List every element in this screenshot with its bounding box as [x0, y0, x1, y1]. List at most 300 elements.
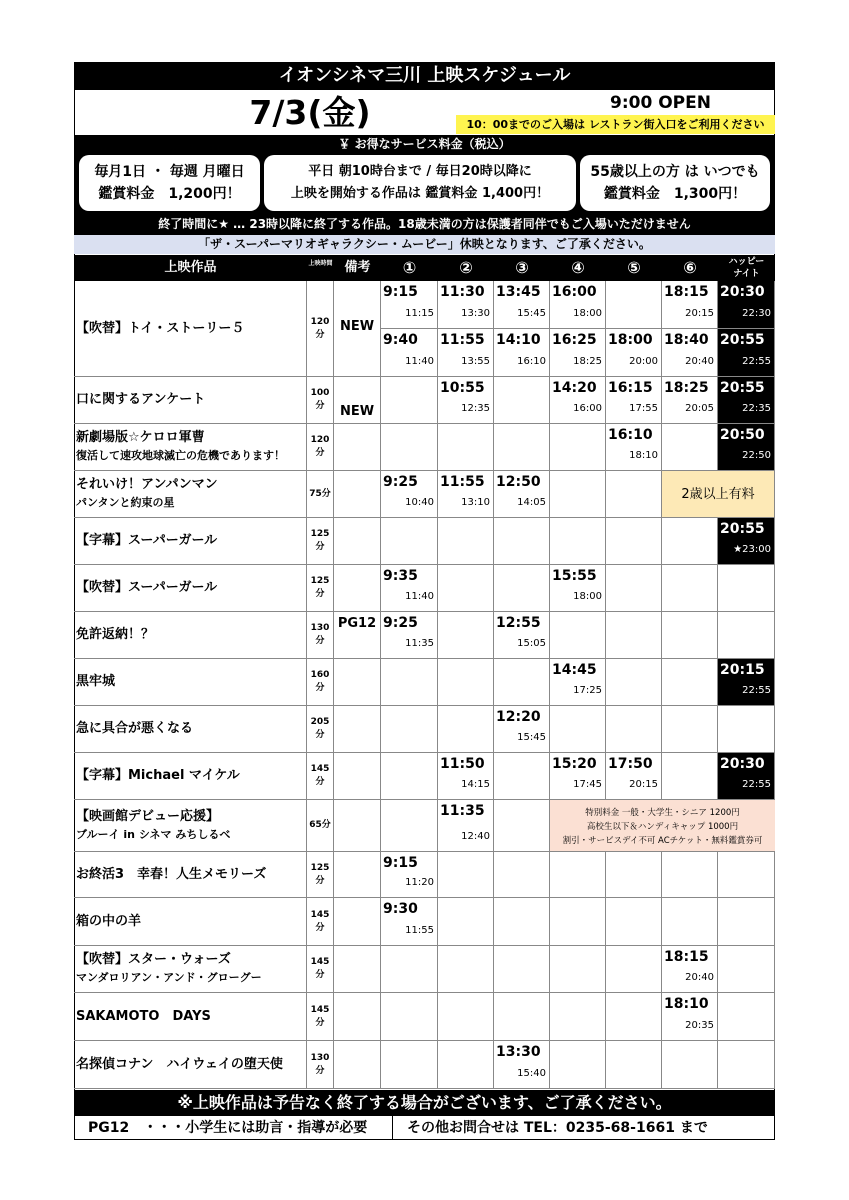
screen-3-slot	[494, 993, 550, 1041]
film-title-text: 箱の中の羊	[76, 913, 142, 929]
screen-4-slot	[550, 281, 606, 329]
screen-2-slot	[438, 800, 494, 852]
film-title	[74, 706, 307, 753]
header-screen-3: ③	[494, 255, 550, 281]
film-note	[334, 377, 381, 424]
screen-2-slot	[438, 659, 494, 706]
screen-1-slot	[381, 898, 438, 946]
end-time: 13:30	[461, 308, 490, 319]
duration-unit: 分	[315, 329, 325, 340]
note-text	[334, 1041, 380, 1069]
film-duration	[307, 424, 334, 471]
happy-night-slot	[718, 424, 775, 471]
film-title	[74, 281, 307, 377]
screen-4-slot	[550, 706, 606, 753]
film-title-text: 急に具合が悪くなる	[76, 721, 194, 736]
start-time: 20:55	[720, 521, 765, 537]
note-text	[334, 659, 380, 686]
header-note: 備考	[334, 255, 381, 281]
screen-6-slot	[662, 946, 718, 993]
start-time: 18:25	[664, 380, 709, 396]
film-title	[74, 800, 307, 852]
start-time: 18:15	[664, 284, 709, 300]
film-title-text: 口に関するアンケート	[76, 392, 206, 407]
film-title-text: それいけ！アンパンマン	[76, 477, 218, 492]
end-time-note: 終了時間に★ … 23時以降に終了する作品。18歳未満の方は保護者同伴でもご入場いただけません	[74, 213, 775, 235]
film-title-text: 新劇場版☆ケロロ軍曹	[76, 430, 205, 445]
screen-6-slot	[662, 565, 718, 612]
film-title	[74, 852, 307, 898]
happy-night-slot	[718, 706, 775, 753]
screen-4-slot	[550, 377, 606, 424]
end-time: 14:05	[517, 497, 546, 508]
film-duration	[307, 1041, 334, 1089]
film-duration	[307, 706, 334, 753]
start-time: 18:40	[664, 332, 709, 348]
screen-5-slot	[606, 565, 662, 612]
end-time: 15:45	[517, 732, 546, 743]
film-note	[334, 852, 381, 898]
service-box-morning-night: 平日 朝10時台まで / 毎日20時以降に 上映を開始する作品は 鑑賞料金 1,400円！	[264, 155, 576, 211]
screen-5-slot	[606, 993, 662, 1041]
screen-3-slot	[494, 565, 550, 612]
service-heading: ￥ お得なサービス料金（税込）	[74, 135, 775, 153]
duration-value: 120	[310, 316, 330, 327]
film-note	[334, 1041, 381, 1089]
duration-value: 120	[310, 435, 330, 445]
screen-6-slot	[662, 377, 718, 424]
end-time: 11:35	[405, 638, 434, 649]
screen-3-slot	[494, 659, 550, 706]
screen-3-slot	[494, 281, 550, 329]
screen-4-slot	[550, 753, 606, 800]
duration-value: 145	[310, 764, 330, 774]
duration-value: 145	[310, 909, 330, 920]
end-time: 15:45	[517, 308, 546, 319]
film-duration	[307, 800, 334, 852]
footer-warning: ※上映作品は予告なく終了する場合がございます、ご了承ください。	[74, 1090, 775, 1116]
happy-night-slot	[718, 898, 775, 946]
duration-unit: 分	[315, 448, 325, 458]
end-time: 11:40	[405, 356, 434, 367]
start-time: 20:50	[720, 427, 765, 443]
film-title-text: SAKAMOTO DAYS	[76, 1008, 211, 1024]
note-text	[334, 706, 380, 733]
end-time: 15:05	[517, 638, 546, 649]
end-time: 18:00	[573, 308, 602, 319]
screen-4-slot	[550, 1041, 606, 1089]
happy-night-slot	[718, 518, 775, 565]
film-title	[74, 565, 307, 612]
screen-2-slot	[438, 1041, 494, 1089]
header-screen-2: ②	[438, 255, 494, 281]
note-text	[334, 518, 380, 545]
header-film: 上映作品	[74, 255, 307, 281]
screen-1-slot	[381, 852, 438, 898]
screen-2-slot	[438, 329, 494, 377]
happy-night-slot	[718, 281, 775, 329]
special-price-line: 特別料金 一般・大学生・シニア 1200円	[585, 808, 740, 818]
film-note	[334, 800, 381, 852]
start-time: 9:25	[383, 615, 418, 631]
duration-unit: 分	[315, 683, 325, 693]
screen-4-slot	[550, 659, 606, 706]
screen-6-slot	[662, 424, 718, 471]
film-note	[334, 565, 381, 612]
screen-3-slot	[494, 946, 550, 993]
screen-1-slot	[381, 424, 438, 471]
age-note: 2歳以上有料	[662, 471, 774, 518]
start-time: 12:55	[496, 615, 541, 631]
duration-value: 160	[310, 670, 330, 680]
happy-night-slot	[718, 753, 775, 800]
start-time: 9:35	[383, 568, 418, 584]
screen-5-slot	[606, 377, 662, 424]
happy-night-slot	[718, 565, 775, 612]
screen-4-slot	[550, 852, 606, 898]
screen-2-slot	[438, 565, 494, 612]
screen-3-slot	[494, 612, 550, 659]
end-time: 13:55	[461, 356, 490, 367]
duration-unit: 分	[315, 542, 325, 552]
start-time: 12:50	[496, 474, 541, 490]
happy-night-slot	[718, 612, 775, 659]
duration-value: 75分	[309, 488, 331, 499]
film-title-text: 【映画館デビュー応援】	[76, 808, 220, 824]
screen-1-slot	[381, 800, 438, 852]
film-note	[334, 706, 381, 753]
service-box-senior: 55歳以上の方 は いつでも 鑑賞料金 1,300円！	[580, 155, 770, 211]
screen-2-slot	[438, 753, 494, 800]
screen-5-slot	[606, 706, 662, 753]
film-title-text: 【吹替】スター・ウォーズ	[76, 952, 231, 967]
service-box-monthly: 毎月1日 ・ 毎週 月曜日 鑑賞料金 1,200円！	[79, 155, 260, 211]
note-text: NEW	[339, 404, 375, 419]
happy-night-slot	[718, 852, 775, 898]
duration-value: 205	[310, 717, 330, 727]
duration-value: 125	[310, 576, 330, 586]
screen-2-slot	[438, 377, 494, 424]
film-note	[334, 993, 381, 1041]
start-time: 16:10	[608, 427, 653, 443]
screen-4-slot	[550, 329, 606, 377]
start-time: 15:20	[552, 756, 597, 772]
screen-4-slot	[550, 565, 606, 612]
end-time: 11:55	[405, 925, 434, 936]
schedule-date: 7/3(金)	[249, 93, 371, 132]
note-text	[334, 471, 380, 498]
film-title	[74, 993, 307, 1041]
footer-pg12: PG12 ・・・小学生には助言・指導が必要	[88, 1120, 368, 1136]
start-time: 11:35	[440, 803, 485, 819]
header-screen-4: ④	[550, 255, 606, 281]
screen-5-slot	[606, 518, 662, 565]
footer-contact: その他お問合せは TEL：0235-68-1661 まで	[392, 1116, 775, 1140]
start-time: 11:55	[440, 332, 485, 348]
end-time: 22:35	[742, 403, 771, 414]
film-duration	[307, 281, 334, 377]
duration-unit: 分	[315, 730, 325, 740]
duration-unit: 分	[315, 777, 325, 787]
screen-3-slot	[494, 424, 550, 471]
screen-1-slot	[381, 565, 438, 612]
header-duration: 上映時間	[307, 255, 334, 281]
duration-value: 65分	[309, 820, 331, 830]
screen-6-slot	[662, 659, 718, 706]
film-note	[334, 659, 381, 706]
start-time: 18:15	[664, 949, 709, 965]
film-note	[334, 518, 381, 565]
start-time: 18:00	[608, 332, 653, 348]
screen-3-slot	[494, 852, 550, 898]
duration-value: 125	[310, 529, 330, 539]
header-screen-5: ⑤	[606, 255, 662, 281]
film-note	[334, 424, 381, 471]
film-title	[74, 377, 307, 424]
end-time: 20:15	[629, 779, 658, 790]
end-time: 16:00	[573, 403, 602, 414]
film-title	[74, 471, 307, 518]
start-time: 14:45	[552, 662, 597, 678]
screen-2-slot	[438, 281, 494, 329]
screen-2-slot	[438, 612, 494, 659]
screen-1-slot	[381, 612, 438, 659]
screen-5-slot	[606, 1041, 662, 1089]
end-time: 22:30	[742, 308, 771, 319]
screen-1-slot	[381, 993, 438, 1041]
film-duration	[307, 471, 334, 518]
end-time: 22:55	[742, 685, 771, 696]
start-time: 18:10	[664, 996, 709, 1012]
screen-1-slot	[381, 281, 438, 329]
screen-3-slot	[494, 800, 550, 852]
note-text	[334, 946, 380, 973]
happy-night-slot	[718, 946, 775, 993]
film-subtitle: パンタンと約束の星	[76, 496, 175, 509]
end-time: 20:15	[685, 308, 714, 319]
screen-4-slot	[550, 471, 606, 518]
end-time: 20:35	[685, 1020, 714, 1031]
screen-5-slot	[606, 329, 662, 377]
screen-4-slot	[550, 518, 606, 565]
start-time: 16:25	[552, 332, 597, 348]
special-price-line: 高校生以下＆ハンディキャップ 1000円	[586, 822, 739, 832]
end-time: 18:25	[573, 356, 602, 367]
note-text	[334, 565, 380, 592]
screen-4-slot	[550, 898, 606, 946]
duration-unit: 分	[315, 1017, 325, 1028]
happy-night-slot	[718, 377, 775, 424]
end-time: 22:50	[742, 450, 771, 461]
film-duration	[307, 565, 334, 612]
start-time: 13:30	[496, 1044, 541, 1060]
screen-1-slot	[381, 753, 438, 800]
film-title	[74, 612, 307, 659]
end-time: 11:15	[405, 308, 434, 319]
start-time: 13:45	[496, 284, 541, 300]
note-text	[334, 852, 380, 878]
screen-3-slot	[494, 471, 550, 518]
end-time: 22:55	[742, 356, 771, 367]
film-note	[334, 946, 381, 993]
film-subtitle: マンダロリアン・アンド・グローグー	[76, 971, 262, 984]
duration-unit: 分	[315, 1065, 325, 1076]
end-time: 11:40	[405, 591, 434, 602]
start-time: 14:20	[552, 380, 597, 396]
film-title-text: 免許返納！？	[76, 627, 155, 642]
film-note	[334, 471, 381, 518]
duration-value: 130	[310, 1052, 330, 1063]
screen-1-slot	[381, 659, 438, 706]
film-title-text: 【字幕】Michael マイケル	[76, 768, 240, 783]
screen-5-slot	[606, 753, 662, 800]
film-duration	[307, 993, 334, 1041]
page-title: イオンシネマ三川 上映スケジュール	[74, 62, 775, 90]
screen-3-slot	[494, 329, 550, 377]
film-title	[74, 424, 307, 471]
duration-unit: 分	[315, 875, 325, 886]
screen-6-slot	[662, 518, 718, 565]
film-duration	[307, 753, 334, 800]
film-note	[334, 281, 381, 377]
duration-unit: 分	[315, 970, 325, 980]
end-time: 13:10	[461, 497, 490, 508]
happy-night-slot	[718, 1041, 775, 1089]
screen-2-slot	[438, 852, 494, 898]
duration-unit: 分	[315, 636, 325, 646]
screen-3-slot	[494, 753, 550, 800]
start-time: 20:55	[720, 332, 765, 348]
screen-1-slot	[381, 946, 438, 993]
header-screen-6: ⑥	[662, 255, 718, 281]
happy-night-slot	[718, 993, 775, 1041]
end-time: 11:20	[405, 877, 434, 888]
end-time: 10:40	[405, 497, 434, 508]
screen-2-slot	[438, 898, 494, 946]
start-time: 20:30	[720, 756, 765, 772]
start-time: 16:00	[552, 284, 597, 300]
note-text: PG12	[337, 616, 377, 631]
end-time: 17:45	[573, 779, 602, 790]
screen-6-slot	[662, 329, 718, 377]
film-title-text: 黒牢城	[76, 674, 116, 689]
screen-5-slot	[606, 281, 662, 329]
screen-1-slot	[381, 518, 438, 565]
end-time: 20:40	[685, 972, 714, 983]
screen-4-slot	[550, 993, 606, 1041]
start-time: 20:15	[720, 662, 765, 678]
end-time: 22:55	[742, 779, 771, 790]
duration-unit: 分	[315, 589, 325, 599]
film-title	[74, 1041, 307, 1089]
screen-3-slot	[494, 1041, 550, 1089]
start-time: 9:40	[383, 332, 418, 348]
open-time: 9:00 OPEN	[610, 93, 711, 113]
film-duration	[307, 659, 334, 706]
start-time: 17:50	[608, 756, 653, 772]
film-title-text: お終活3 幸春！人生メモリーズ	[76, 866, 267, 882]
start-time: 20:55	[720, 380, 765, 396]
start-time: 12:20	[496, 709, 541, 725]
film-title-text: 【吹替】トイ・ストーリー５	[76, 320, 245, 336]
happy-night-slot	[718, 329, 775, 377]
film-subtitle: ブルーイ in シネマ みちしるべ	[76, 827, 231, 841]
film-duration	[307, 612, 334, 659]
start-time: 9:30	[383, 901, 418, 917]
film-duration	[307, 377, 334, 424]
start-time: 20:30	[720, 284, 765, 300]
duration-unit: 分	[315, 922, 325, 933]
note-text: NEW	[339, 319, 375, 334]
note-text	[334, 898, 380, 926]
screen-1-slot	[381, 329, 438, 377]
screen-5-slot	[606, 659, 662, 706]
screen-5-slot	[606, 612, 662, 659]
film-title-text: 名探偵コナン ハイウェイの堕天使	[76, 1056, 283, 1072]
film-duration	[307, 898, 334, 946]
screen-2-slot	[438, 518, 494, 565]
end-time: 15:40	[517, 1068, 546, 1079]
start-time: 9:15	[383, 855, 418, 871]
film-title	[74, 898, 307, 946]
note-text	[334, 800, 380, 832]
screen-6-slot	[662, 993, 718, 1041]
note-text	[334, 753, 380, 780]
special-price-line: 割引・サービスデイ不可 ACチケット・無料鑑賞券可	[562, 836, 763, 846]
film-subtitle: 復活して速攻地球滅亡の危機であります！	[76, 449, 285, 462]
screen-4-slot	[550, 424, 606, 471]
duration-value: 130	[310, 623, 330, 633]
end-time: 18:10	[629, 450, 658, 461]
start-time: 11:30	[440, 284, 485, 300]
end-time: 12:40	[461, 831, 490, 842]
open-note: 10：00までのご入場は レストラン街入口をご利用ください	[456, 115, 775, 134]
happy-night-slot	[718, 659, 775, 706]
start-time: 9:25	[383, 474, 418, 490]
duration-unit: 分	[315, 401, 325, 411]
screen-3-slot	[494, 377, 550, 424]
film-duration	[307, 946, 334, 993]
special-price-note	[550, 800, 775, 852]
duration-value: 100	[310, 388, 330, 398]
film-title	[74, 946, 307, 993]
end-time: 18:00	[573, 591, 602, 602]
screen-6-slot	[662, 706, 718, 753]
screen-2-slot	[438, 706, 494, 753]
screen-2-slot	[438, 946, 494, 993]
screen-2-slot	[438, 993, 494, 1041]
end-time: 17:25	[573, 685, 602, 696]
screen-5-slot	[606, 898, 662, 946]
screen-1-slot	[381, 377, 438, 424]
film-title	[74, 753, 307, 800]
screen-6-slot	[662, 753, 718, 800]
screen-1-slot	[381, 471, 438, 518]
start-time: 10:55	[440, 380, 485, 396]
closed-note: 「ザ・スーパーマリオギャラクシー・ムービー」休映となります、ご了承ください。	[74, 235, 775, 254]
header-screen-1: ①	[381, 255, 438, 281]
film-title-text: 【吹替】スーパーガール	[76, 580, 218, 595]
screen-3-slot	[494, 706, 550, 753]
duration-value: 125	[310, 862, 330, 873]
screen-4-slot	[550, 612, 606, 659]
film-duration	[307, 852, 334, 898]
note-text	[334, 993, 380, 1021]
end-time: 20:40	[685, 356, 714, 367]
start-time: 15:55	[552, 568, 597, 584]
screen-5-slot	[606, 852, 662, 898]
end-time: 20:00	[629, 356, 658, 367]
